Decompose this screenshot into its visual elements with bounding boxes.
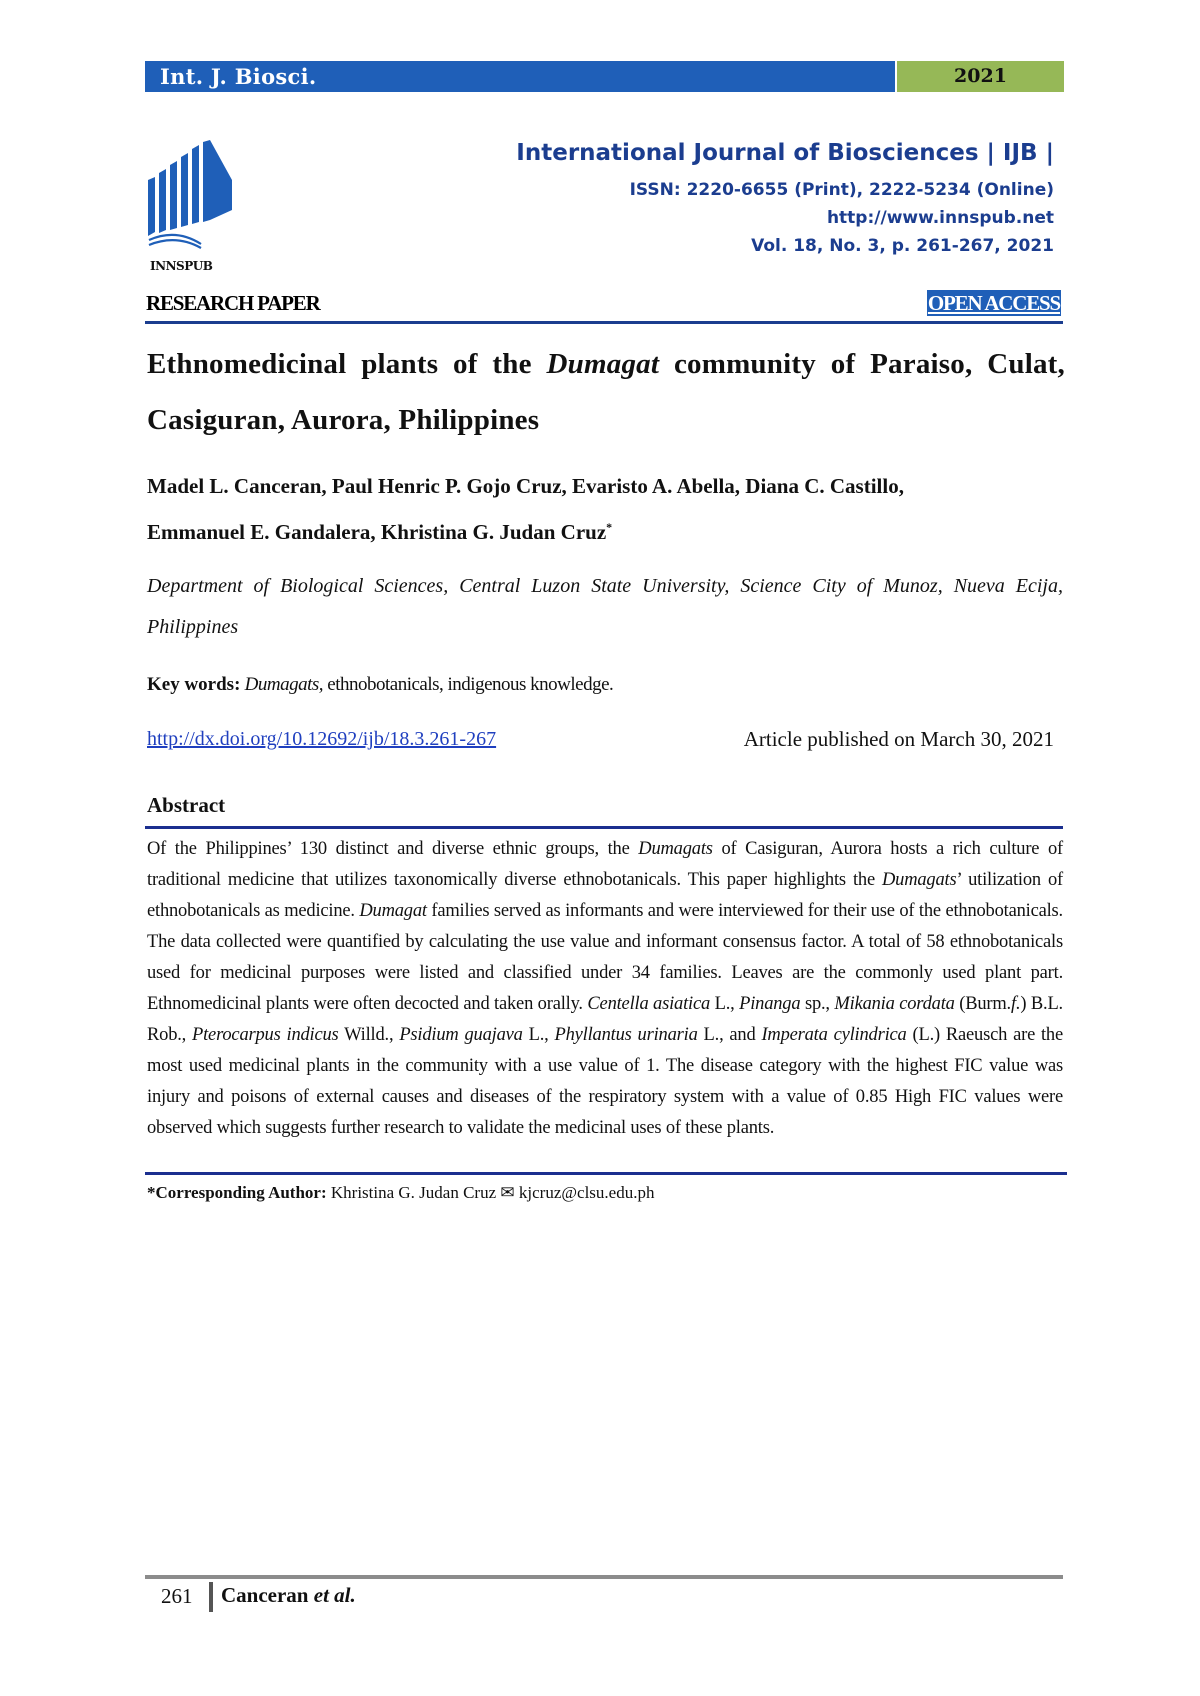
running-author: Canceran et al.	[221, 1583, 356, 1607]
logo-wordmark: INNSPUB	[150, 259, 213, 273]
affiliation: Department of Biological Sciences, Central Luzon State University, Science City of Munoz, Nueva Ecija, Philippines	[147, 575, 1063, 638]
journal-volume: Vol. 18, No. 3, p. 261-267, 2021	[751, 236, 1054, 256]
corresponding-author: *Corresponding Author: Khristina G. Judan Cruz ✉ kjcruz@clsu.edu.ph	[147, 1183, 655, 1202]
abstract-body: Of the Philippines’ 130 distinct and diverse ethnic groups, the Dumagats of Casiguran, Aurora hosts a rich culture of traditional medicine that utilizes taxonomically diverse ethnobotanicals. This paper highlights the Dumagats’ utilization of ethnobotanicals as medicine. Dumagat families served as informants and were interviewed for their use of the ethnobotanicals. The data collected were quantified by calculating the use value and informant consensus factor. A total of 58 ethnobotanicals used for medicinal purposes were listed and classified under 34 families. Leaves are the commonly used plant part. Ethnomedicinal plants were often decocted and taken orally. Centella asiatica L., Pinanga sp., Mikania cordata (Burm.f.) B.L. Rob., Pterocarpus indicus Willd., Psidium guajava L., Phyllantus urinaria L., and Imperata cylindrica (L.) Raeusch are the most used medicinal plants in the community with a use value of 1. The disease category with the highest FIC value was injury and poisons of external causes and diseases of the respiratory system with a value of 0.85 High FIC values were observed which suggests further research to validate the medicinal uses of these plants.	[147, 839, 1063, 1138]
author-line-2: Emmanuel E. Gandalera, Khristina G. Judan Cruz	[147, 520, 607, 544]
page-number: 261	[161, 1584, 193, 1608]
journal-name: International Journal of Biosciences | IJB |	[516, 140, 1054, 166]
journal-abbreviation: Int. J. Biosci.	[160, 64, 317, 89]
envelope-icon: ✉	[500, 1183, 515, 1202]
corresponding-mark: *	[606, 520, 613, 534]
header-divider	[145, 321, 1063, 324]
journal-website[interactable]: http://www.innspub.net	[826, 208, 1054, 228]
author-list	[147, 466, 1063, 553]
footer-separator	[209, 1582, 213, 1612]
doi-link[interactable]: http://dx.doi.org/10.12692/ijb/18.3.261-267	[147, 728, 497, 750]
keywords: Key words: Dumagats, ethnobotanicals, indigenous knowledge.	[147, 674, 614, 695]
paper-type-label: RESEARCH PAPER	[146, 291, 320, 315]
header-year: 2021	[954, 65, 1007, 87]
author-line-1: Madel L. Canceran, Paul Henric P. Gojo Cruz, Evaristo A. Abella, Diana C. Castillo,	[147, 474, 904, 498]
innspub-logo-icon	[146, 140, 236, 250]
open-access-badge[interactable]: OPEN ACCESS	[927, 291, 1060, 315]
published-date: Article published on March 30, 2021	[743, 727, 1054, 751]
corresponding-email[interactable]: kjcruz@clsu.edu.ph	[514, 1183, 655, 1202]
paper-title: Ethnomedicinal plants of the Dumagat community of Paraiso, Culat, Casiguran, Aurora, Philippines	[147, 348, 1065, 436]
abstract-divider-top	[145, 826, 1063, 829]
abstract-divider-bottom	[145, 1172, 1067, 1175]
abstract-heading: Abstract	[147, 793, 226, 817]
journal-issn: ISSN: 2220-6655 (Print), 2222-5234 (Online)	[629, 180, 1054, 200]
footer-divider	[145, 1575, 1063, 1579]
